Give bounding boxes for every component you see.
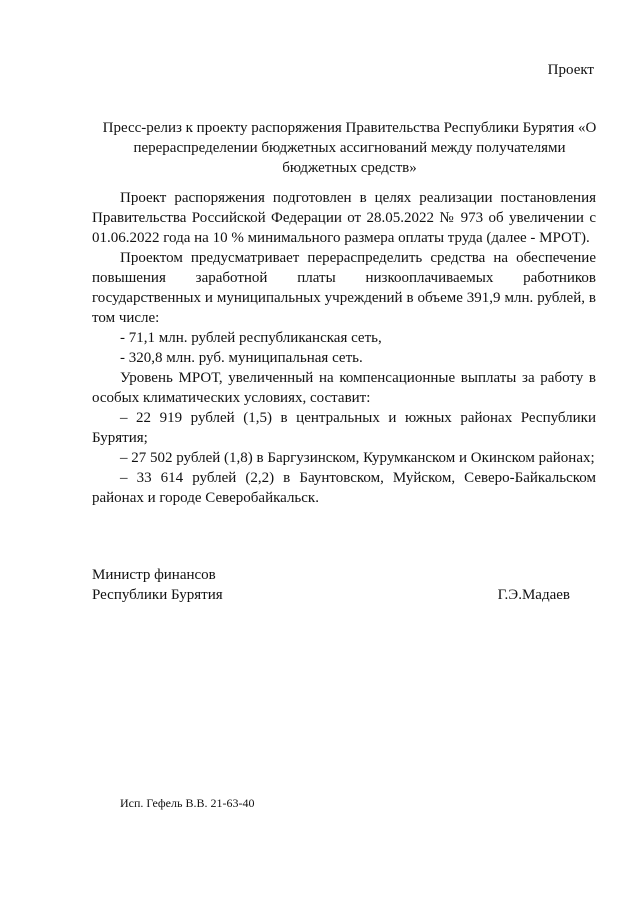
signatory-name: Г.Э.Мадаев [497, 587, 570, 603]
paragraph-purpose: Проект распоряжения подготовлен в целях реализации постановления Правительства Российской Федерации от 28.05.2022 № 973 об увеличении с 01.06.2022 года на 10 % минимального размера оплаты труда (далее - МРОТ). [92, 190, 596, 246]
title-line-1: Пресс-релиз к проекту распоряжения Правительства Республики Бурятия «О [102, 120, 597, 136]
signatory-position-line-1: Министр финансов [92, 567, 216, 583]
signature-block [92, 565, 596, 605]
title-line-3: бюджетных средств» [282, 160, 417, 176]
list-item-central-south: – 22 919 рублей (1,5) в центральных и южных районах Республики Бурятия; [92, 410, 596, 446]
list-item-barguzin: – 27 502 рублей (1,8) в Баргузинском, Курумканском и Окинском районах; [120, 450, 595, 466]
list-item-republican: - 71,1 млн. рублей республиканская сеть, [120, 330, 382, 346]
list-item-municipal: - 320,8 млн. руб. муниципальная сеть. [120, 350, 363, 366]
executor-contact: Исп. Гефель В.В. 21-63-40 [120, 796, 255, 810]
document-title [92, 118, 607, 178]
draft-label: Проект [547, 62, 594, 78]
title-line-2: перераспределении бюджетных ассигнований между получателями [133, 140, 566, 156]
list-item-bauntov: – 33 614 рублей (2,2) в Баунтовском, Муйском, Северо-Байкальском районах и городе Северобайкальск. [92, 470, 596, 506]
document-body [92, 188, 596, 508]
paragraph-funding: Проектом предусматривает перераспределить средства на обеспечение повышения заработной платы низкооплачиваемых работников государственных и муниципальных учреждений в объеме 391,9 млн. рублей, в том числе: [92, 250, 596, 326]
paragraph-mrot-level: Уровень МРОТ, увеличенный на компенсационные выплаты за работу в особых климатических условиях, составит: [92, 370, 596, 406]
signatory-position-line-2: Республики Бурятия [92, 587, 223, 603]
